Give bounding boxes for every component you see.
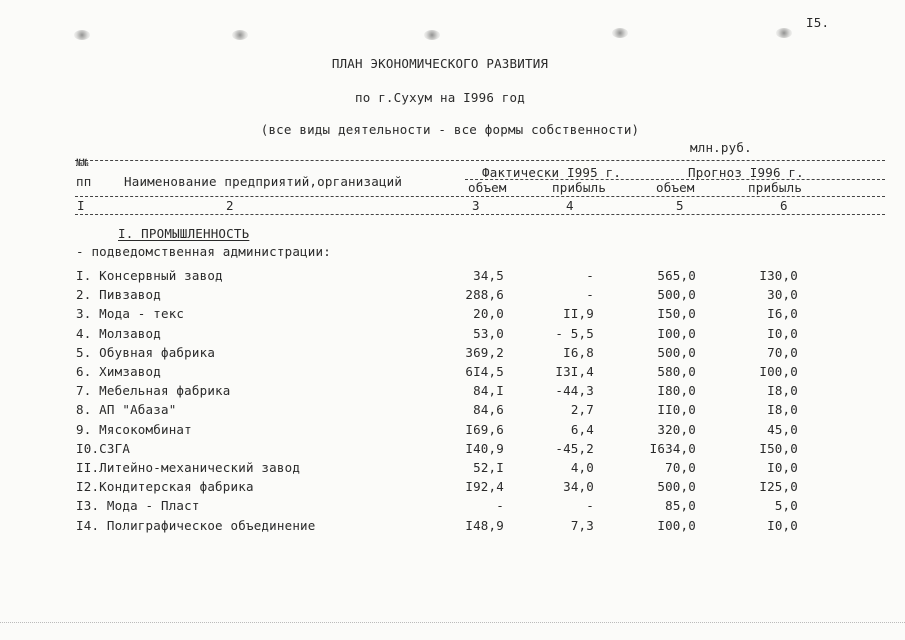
header-actual: Фактически I995 г.	[482, 165, 622, 180]
smudge-mark	[424, 30, 440, 40]
row-volume-95: I92,4	[465, 479, 504, 494]
row-profit-96: I0,0	[767, 460, 798, 475]
row-volume-96: II0,0	[657, 402, 696, 417]
row-volume-95: 34,5	[473, 268, 504, 283]
units-label: млн.руб.	[690, 140, 752, 155]
smudge-mark	[776, 28, 792, 38]
row-profit-96: 70,0	[767, 345, 798, 360]
row-profit-95: II,9	[563, 306, 594, 321]
row-volume-95: 84,I	[473, 383, 504, 398]
colnum-3: 3	[472, 198, 480, 213]
row-profit-95: 2,7	[570, 402, 594, 417]
row-name: 8. АП "Абаза"	[76, 402, 177, 417]
row-volume-95: I48,9	[465, 518, 504, 533]
row-volume-95: 20,0	[473, 306, 504, 321]
row-volume-96: 70,0	[665, 460, 696, 475]
row-volume-96: 85,0	[665, 498, 696, 513]
row-volume-95: -	[496, 498, 504, 513]
row-name: 3. Мода - текс	[76, 306, 185, 321]
row-name: 7. Мебельная фабрика	[76, 383, 231, 398]
row-name: I2.Кондитерская фабрика	[76, 479, 254, 494]
header-num: пп	[76, 174, 92, 189]
row-volume-95: 84,6	[473, 402, 504, 417]
header-volume-95: объем	[468, 180, 507, 195]
row-volume-96: I50,0	[657, 306, 696, 321]
row-volume-96: I634,0	[649, 441, 696, 456]
colnum-rule	[75, 214, 885, 215]
row-profit-96: I0,0	[767, 326, 798, 341]
row-profit-95: -45,2	[555, 441, 594, 456]
row-profit-96: I6,0	[767, 306, 798, 321]
row-profit-96: I8,0	[767, 402, 798, 417]
row-volume-96: 565,0	[657, 268, 696, 283]
row-profit-96: I0,0	[767, 518, 798, 533]
row-name: 6. Химзавод	[76, 364, 161, 379]
smudge-mark	[74, 30, 90, 40]
header-name: Наименование предприятий,организаций	[124, 174, 403, 189]
smudge-mark	[612, 28, 628, 38]
row-profit-95: - 5,5	[555, 326, 594, 341]
colnum-4: 4	[566, 198, 574, 213]
row-profit-96: I8,0	[767, 383, 798, 398]
row-volume-96: I00,0	[657, 326, 696, 341]
colnum-2: 2	[226, 198, 234, 213]
row-volume-96: I80,0	[657, 383, 696, 398]
row-name: I4. Полиграфическое объединение	[76, 518, 316, 533]
row-name: 2. Пивзавод	[76, 287, 161, 302]
row-profit-95: 4,0	[570, 460, 594, 475]
row-profit-96: I00,0	[759, 364, 798, 379]
row-profit-95: -44,3	[555, 383, 594, 398]
row-profit-96: 5,0	[774, 498, 798, 513]
row-name: 4. Молзавод	[76, 326, 161, 341]
row-volume-95: I69,6	[465, 422, 504, 437]
row-profit-95: 6,4	[570, 422, 594, 437]
row-profit-95: -	[586, 498, 594, 513]
row-volume-95: 6I4,5	[465, 364, 504, 379]
row-volume-95: I40,9	[465, 441, 504, 456]
row-volume-96: 500,0	[657, 345, 696, 360]
header-volume-96: объем	[656, 180, 695, 195]
bottom-edge-line	[0, 622, 905, 623]
row-volume-96: I00,0	[657, 518, 696, 533]
header-rule-bottom	[75, 196, 885, 197]
row-profit-96: I50,0	[759, 441, 798, 456]
header-num-top: №№	[76, 158, 89, 169]
row-name: I0.СЗГА	[76, 441, 131, 456]
header-profit-95: прибыль	[552, 180, 607, 195]
row-volume-96: 320,0	[657, 422, 696, 437]
header-rule-top	[75, 160, 885, 161]
row-volume-96: 580,0	[657, 364, 696, 379]
row-name: I3. Мода - Пласт	[76, 498, 200, 513]
colnum-5: 5	[676, 198, 684, 213]
row-volume-95: 288,6	[465, 287, 504, 302]
header-forecast: Прогноз I996 г.	[688, 165, 804, 180]
row-profit-96: 45,0	[767, 422, 798, 437]
colnum-1: I	[77, 198, 85, 213]
row-profit-95: 34,0	[563, 479, 594, 494]
document-title: ПЛАН ЭКОНОМИЧЕСКОГО РАЗВИТИЯ	[331, 56, 549, 71]
row-volume-96: 500,0	[657, 479, 696, 494]
row-volume-96: 500,0	[657, 287, 696, 302]
smudge-mark	[232, 30, 248, 40]
row-profit-96: I25,0	[759, 479, 798, 494]
row-profit-95: I6,8	[563, 345, 594, 360]
section-title: I. ПРОМЫШЛЕННОСТЬ	[118, 226, 250, 241]
row-profit-95: -	[586, 268, 594, 283]
row-profit-96: 30,0	[767, 287, 798, 302]
header-profit-96: прибыль	[748, 180, 803, 195]
row-profit-95: 7,3	[570, 518, 594, 533]
subsection-title: - подведомственная администрации:	[76, 244, 331, 259]
row-name: I. Консервный завод	[76, 268, 223, 283]
colnum-6: 6	[780, 198, 788, 213]
document-subtitle: по г.Сухум на I996 год	[355, 90, 525, 105]
row-name: II.Литейно-механический завод	[76, 460, 301, 475]
row-volume-95: 52,I	[473, 460, 504, 475]
document-scope: (все виды деятельности - все формы собственности)	[260, 122, 640, 137]
row-profit-95: -	[586, 287, 594, 302]
row-name: 9. Мясокомбинат	[76, 422, 192, 437]
row-name: 5. Обувная фабрика	[76, 345, 216, 360]
row-volume-95: 53,0	[473, 326, 504, 341]
row-volume-95: 369,2	[465, 345, 504, 360]
page-number: I5.	[806, 15, 830, 30]
row-profit-95: I3I,4	[555, 364, 594, 379]
row-profit-96: I30,0	[759, 268, 798, 283]
